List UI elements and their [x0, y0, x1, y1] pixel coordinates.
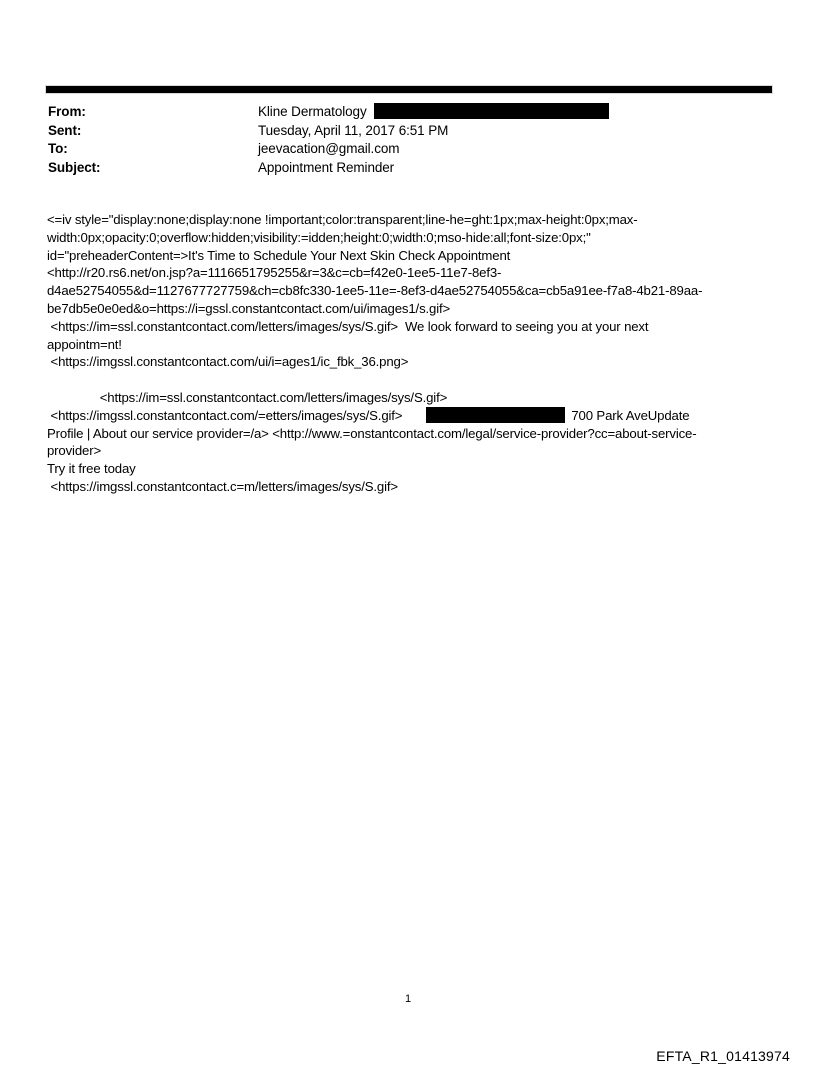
to-label: To: [48, 141, 68, 157]
header-row-to [48, 140, 609, 159]
body-line: be7db5e0e0ed&o=https://i=gssl.constantcontact.com/ui/images1/s.gif> [47, 300, 451, 316]
body-line-redacted-pre: <https://imgssl.constantcontact.com/=etters/images/sys/S.gif> [47, 407, 403, 423]
body-blank-line [47, 371, 702, 389]
header-row-sent [48, 122, 609, 141]
to-value: jeevacation@gmail.com [258, 141, 400, 157]
body-line-redacted [47, 407, 702, 425]
body-line: Try it free today [47, 461, 136, 477]
header-row-subject [48, 159, 609, 178]
sender-name: Kline Dermatology [258, 104, 367, 119]
header-divider-rule [45, 85, 773, 94]
from-value [258, 103, 609, 122]
email-header [48, 103, 609, 177]
body-line: width:0px;opacity:0;overflow:hidden;visibility:=idden;height:0;width:0;mso-hide:all;font-size:0px;" [47, 229, 591, 245]
sent-label: Sent: [48, 122, 82, 138]
body-line: Profile | About our service provider=/a> <http://www.=onstantcontact.com/legal/service-provider?cc=about-service- [47, 425, 697, 441]
redaction-bar [426, 407, 565, 423]
header-row-from [48, 103, 609, 122]
body-line-indented: <https://im=ssl.constantcontact.com/letters/images/sys/S.gif> [47, 389, 448, 405]
body-line: <https://im=ssl.constantcontact.com/letters/images/sys/S.gif> We look forward to seeing you at your next [47, 318, 649, 334]
email-body [47, 211, 702, 496]
subject-value: Appointment Reminder [258, 159, 395, 175]
redaction-bar [374, 103, 609, 119]
from-label: From: [48, 104, 86, 119]
body-line: d4ae52754055&d=1127677727759&ch=cb8fc330-1ee5-11e=-8ef3-d4ae52754055&ca=cb5a91ee-f7a8-4b21-89aa- [47, 283, 703, 299]
body-line: provider> [47, 443, 101, 459]
body-line: <http://r20.rs6.net/on.jsp?a=1116651795255&r=3&c=cb=f42e0-1ee5-11e7-8ef3- [47, 265, 502, 281]
body-line: <https://imgssl.constantcontact.c=m/letters/images/sys/S.gif> [47, 478, 398, 494]
sent-value: Tuesday, April 11, 2017 6:51 PM [258, 122, 449, 138]
subject-label: Subject: [48, 159, 101, 175]
body-line: appointm=nt! [47, 336, 122, 352]
body-line-redacted-post: 700 Park AveUpdate [571, 407, 690, 423]
bates-number: EFTA_R1_01413974 [656, 1048, 790, 1064]
body-line: <=iv style="display:none;display:none !important;color:transparent;line-he=ght:1px;max-height:0px;max- [47, 212, 638, 227]
body-line: id="preheaderContent=>It's Time to Schedule Your Next Skin Check Appointment [47, 247, 511, 263]
body-line: <https://imgssl.constantcontact.com/ui/i=ages1/ic_fbk_36.png> [47, 354, 409, 370]
page-number: 1 [404, 993, 412, 1005]
